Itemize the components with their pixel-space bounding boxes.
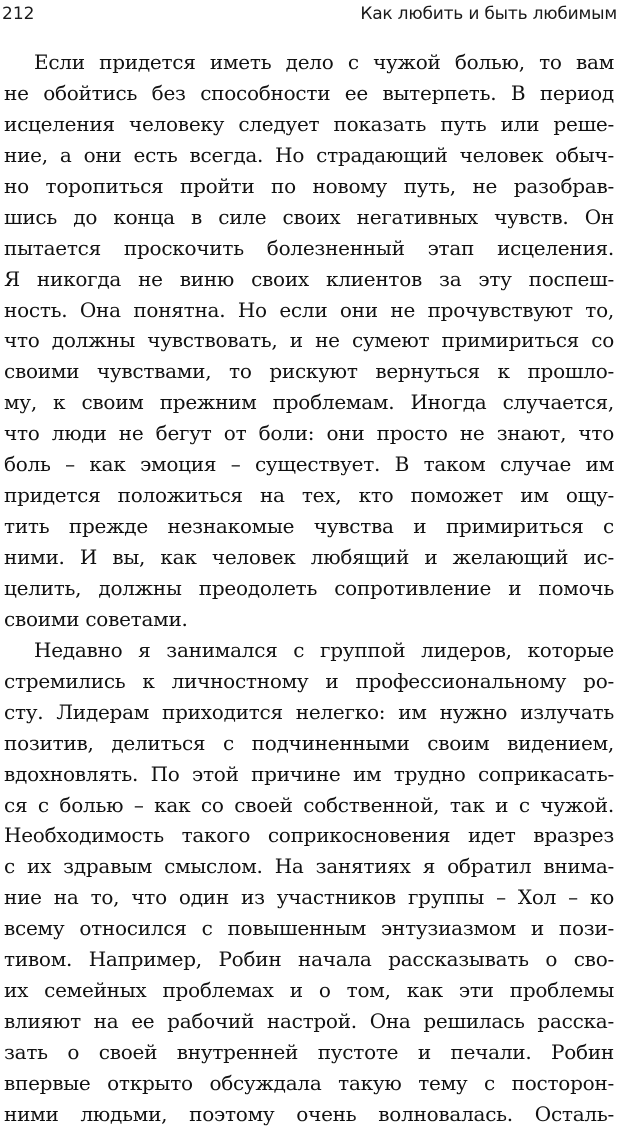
text-line: тивом. Например, Робин начала рассказывать о сво- [4,947,614,972]
book-title: Как любить и быть любимым [360,4,617,24]
text-line: впервые открыто обсуждала такую тему с посторон- [4,1070,614,1095]
text-line: что люди не бегут от боли: они просто не знают, что [4,421,614,446]
paragraph-2 [4,635,614,1130]
text-line: ними людьми, поэтому очень волновалась. Осталь- [4,1101,614,1126]
text-line: что должны чувствовать, и не сумеют примириться со [4,328,614,353]
text-line: сту. Лидерам приходится нелегко: им нужно излучать [4,699,614,724]
text-line: позитив, делиться с подчиненными своим видением, [4,730,614,755]
page-number: 212 [2,4,35,24]
text-line: ся с болью – как со своей собственной, так и с чужой. [4,792,614,817]
paragraph-1 [4,47,614,635]
text-line: тить прежде незнакомые чувства и примириться с [4,514,614,539]
text-line: Если придется иметь дело с чужой болью, то вам [34,50,614,74]
text-line: придется положиться на тех, кто поможет им ощу- [4,483,614,508]
text-line: му, к своим прежним проблемам. Иногда случается, [4,390,614,415]
text-line: зать о своей внутренней пустоте и печали. Робин [4,1040,614,1064]
text-line: стремились к личностному и профессиональному ро- [4,668,614,693]
text-line: ние, а они есть всегда. Но страдающий человек обыч- [4,142,614,167]
running-head [2,2,617,26]
body-text [4,47,614,1130]
text-line: целить, должны преодолеть сопротивление и помочь [4,575,614,600]
text-line: их семейных проблемах и о том, как эти проблемы [4,978,614,1003]
text-line: всему относился с повышенным энтузиазмом и пози- [4,916,614,941]
text-line: вдохновлять. По этой причине им трудно соприкасать- [4,761,614,786]
text-line: ность. Она понятна. Но если они не прочувствуют то, [4,297,614,322]
text-line: с их здравым смыслом. На занятиях я обратил внима- [4,854,614,879]
text-line: но торопиться пройти по новому путь, не разобрав- [4,173,614,198]
text-line: ние на то, что один из участников группы – Хол – ко [4,885,614,910]
text-line: не обойтись без способности ее вытерпеть. В период [4,80,614,105]
text-line: Недавно я занимался с группой лидеров, которые [34,637,614,662]
text-line: влияют на ее рабочий настрой. Она решилась расска- [4,1009,614,1034]
text-line: пытается проскочить болезненный этап исцеления. [4,235,614,260]
text-line: Я никогда не виню своих клиентов за эту поспеш- [4,266,614,291]
text-line: своими чувствами, то рискуют вернуться к прошло- [4,359,614,384]
text-line: шись до конца в силе своих негативных чувств. Он [4,204,614,229]
text-line: боль – как эмоция – существует. В таком случае им [4,452,614,477]
text-line: исцеления человеку следует показать путь или реше- [4,111,614,136]
text-line: своими советами. [4,606,188,631]
text-line: ними. И вы, как человек любящий и желающий ис- [4,545,614,569]
text-line: Необходимость такого соприкосновения идет вразрез [4,823,614,848]
